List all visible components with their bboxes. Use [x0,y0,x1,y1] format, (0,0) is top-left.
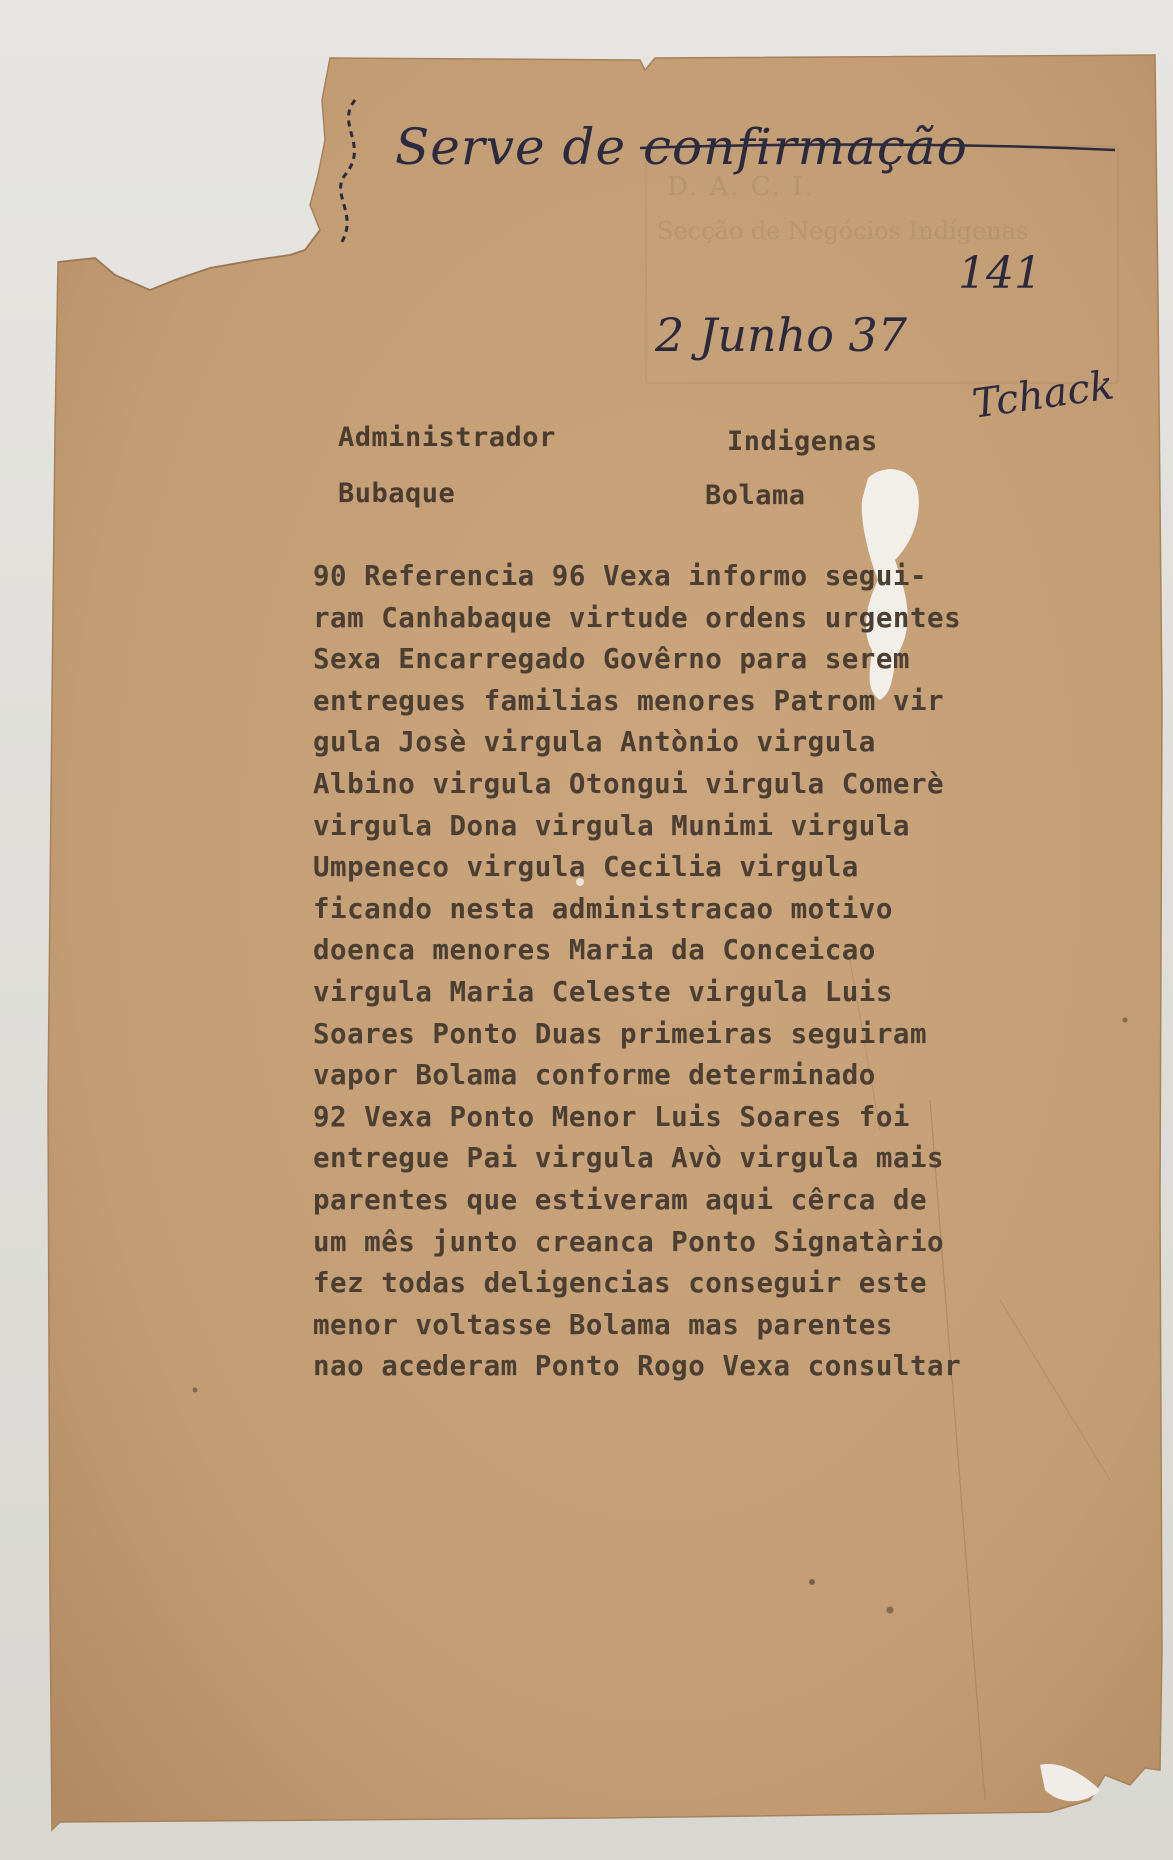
handwritten-underline [640,138,1120,158]
addressee-location: Bubaque [338,478,456,509]
body-text-line: doenca menores Maria da Conceicao [313,934,876,967]
body-text-line: entregues familias menores Patrom vir [313,684,945,717]
body-text-line: entregue Pai virgula Avò virgula mais [313,1142,945,1175]
body-text-line: Albino virgula Otongui virgula Comerè [313,767,945,800]
sender-location: Bolama [705,480,806,511]
body-text-line: ram Canhabaque virtude ordens urgentes [313,601,962,634]
body-text-line: 90 Referencia 96 Vexa informo segui- [313,560,928,592]
addressee-title: Administrador [338,422,556,453]
telegram-body [313,556,1113,1388]
stamp-line: D. A. C. I. [667,172,815,202]
body-text-line: parentes que estiveram aqui cêrca de [313,1183,928,1216]
body-text-line: virgula Maria Celeste virgula Luis [313,975,893,1008]
paper-spot [887,1607,894,1614]
body-text-line: menor voltasse Bolama mas parentes [313,1308,893,1341]
handwritten-annotation-title: Serve de confirmação [395,118,968,176]
body-text-line: fez todas deligencias conseguir este [313,1267,928,1300]
body-text-line: vapor Bolama conforme determinado [313,1059,876,1092]
paper-spot [1123,1018,1128,1023]
body-text-line: Umpeneco virgula Cecilia virgula [313,851,859,884]
body-text-line: 92 Vexa Ponto Menor Luis Soares foi [313,1100,910,1133]
sender-title: Indigenas [727,426,878,457]
handwritten-date: 2 Junho 37 [655,308,908,362]
paper-spot [193,1388,198,1393]
handwritten-reference-number: 141 [958,248,1042,299]
body-text-line: nao acederam Ponto Rogo Vexa consultar [313,1350,962,1383]
handwritten-signature: Tchack [969,362,1117,428]
body-text-line: Sexa Encarregado Govêrno para serem [313,643,910,676]
paper-spot [809,1579,815,1585]
handwritten-flourish [315,95,395,255]
stamp-line: Secção de Negócios Indígenas [657,217,1029,245]
body-text-line: Soares Ponto Duas primeiras seguiram [313,1017,928,1050]
body-text-line: virgula Dona virgula Munimi virgula [313,809,910,842]
body-text-line: um mês junto creanca Ponto Signatàrio [313,1225,945,1258]
body-text-line: gula Josè virgula Antònio virgula [313,726,876,759]
body-text-line: ficando nesta administracao motivo [313,892,893,925]
